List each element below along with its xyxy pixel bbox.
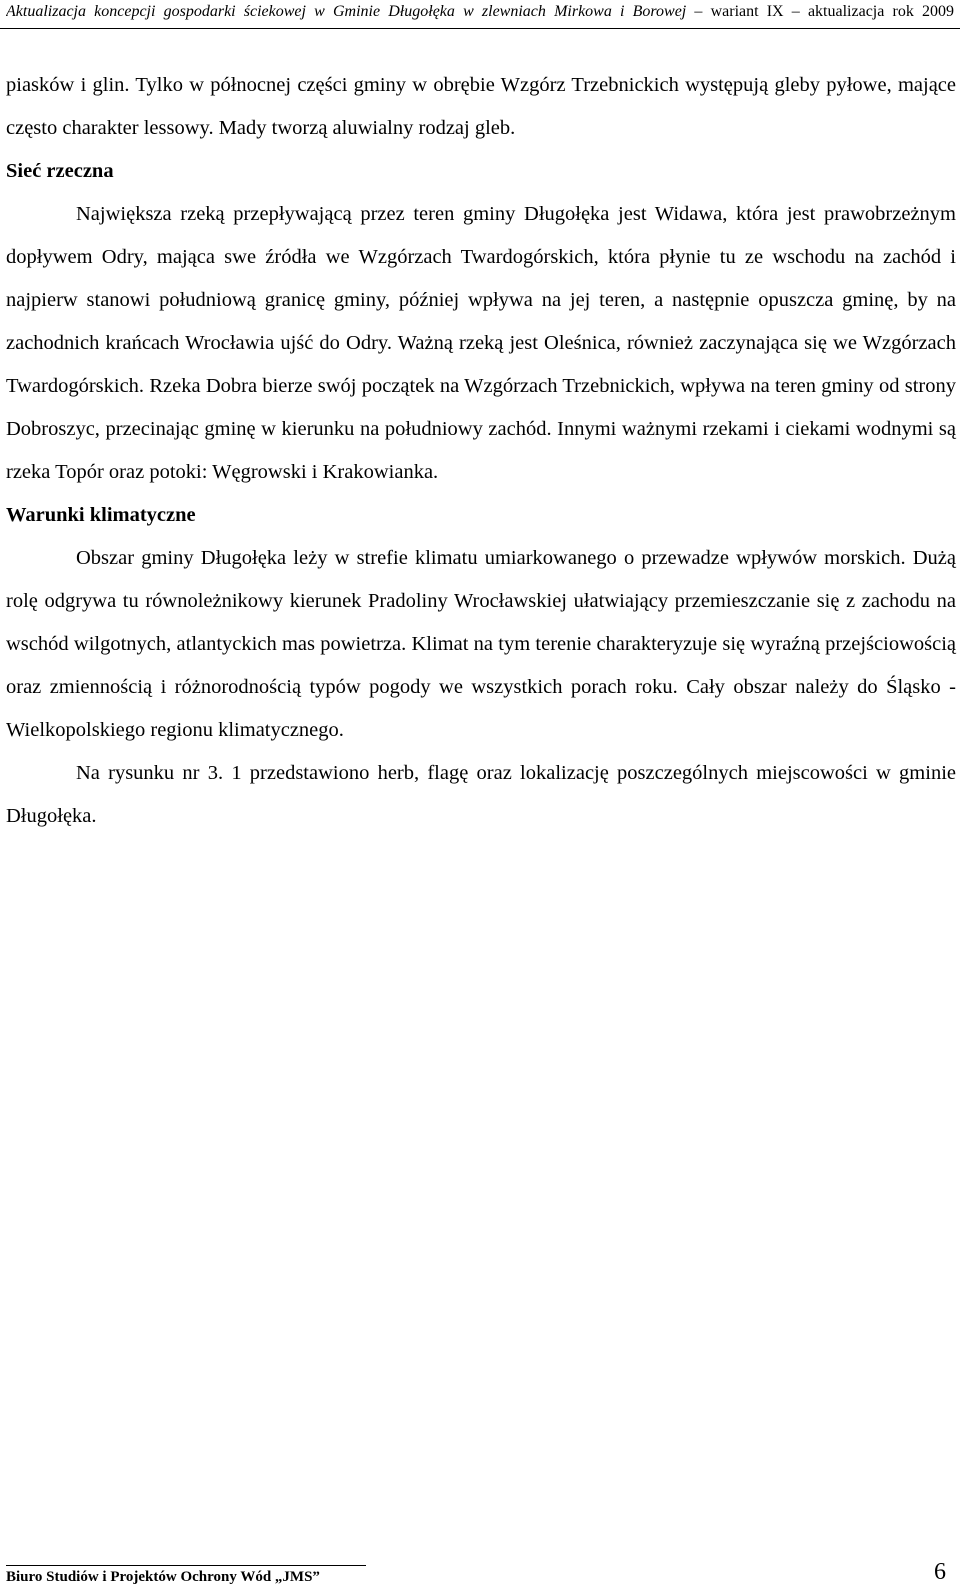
footer-divider (6, 1565, 366, 1566)
paragraph-soils-continued: piasków i glin. Tylko w północnej części gminy w obrębie Wzgórz Trzebnickich występują gleby pyłowe, mające często charakter lessowy. Mady tworzą aluwialny rodzaj gleb. (6, 74, 956, 139)
paragraph-climate: Obszar gminy Długołęka leży w strefie klimatu umiarkowanego o przewadze wpływów morskich. Dużą rolę odgrywa tu równoleżnikowy kierunek Pradoliny Wrocławskiej ułatwiający przemieszczanie się z zachodu na wschód wilgotnych, atlantyckich mas powietrza. Klimat na tym terenie charakteryzuje się wyraźną przejściowością oraz zmiennością i różnorodnością typów pogody we wszystkich porach roku. Cały obszar należy do Śląsko - Wielkopolskiego regionu klimatycznego. (6, 547, 956, 741)
page-number: 6 (934, 1559, 946, 1585)
footer-company: Biuro Studiów i Projektów Ochrony Wód „JMS” (6, 1569, 320, 1585)
header-title-variant: – wariant IX – aktualizacja rok 2009 (694, 3, 954, 20)
heading-river-network: Sieć rzeczna (6, 160, 114, 182)
heading-climate: Warunki klimatyczne (6, 504, 196, 526)
document-body (6, 64, 956, 838)
header-title (6, 2, 954, 22)
paragraph-figure-reference: Na rysunku nr 3. 1 przedstawiono herb, flagę oraz lokalizację poszczególnych miejscowości w gminie Długołęka. (6, 762, 956, 827)
paragraph-river-network: Największa rzeką przepływającą przez teren gminy Długołęka jest Widawa, która jest prawobrzeżnym dopływem Odry, mająca swe źródła we Wzgórzach Twardogórskich, która płynie tu ze wschodu na zachód i najpierw stanowi południową granicę gminy, później wpływa na jej teren, a następnie opuszcza gminę, by na zachodnich krańcach Wrocławia ujść do Odry. Ważną rzeką jest Oleśnica, również zaczynająca się we Wzgórzach Twardogórskich. Rzeka Dobra bierze swój początek na Wzgórzach Trzebnickich, wpływa na teren gminy od strony Dobroszyc, przecinając gminę w kierunku na południowy zachód. Innymi ważnymi rzekami i ciekami wodnymi są rzeka Topór oraz potoki: Węgrowski i Krakowianka. (6, 203, 956, 483)
page-header (0, 0, 960, 29)
header-title-italic: Aktualizacja koncepcji gospodarki ściekowej w Gminie Długołęka w zlewniach Mirkowa i Borowej (6, 3, 687, 20)
